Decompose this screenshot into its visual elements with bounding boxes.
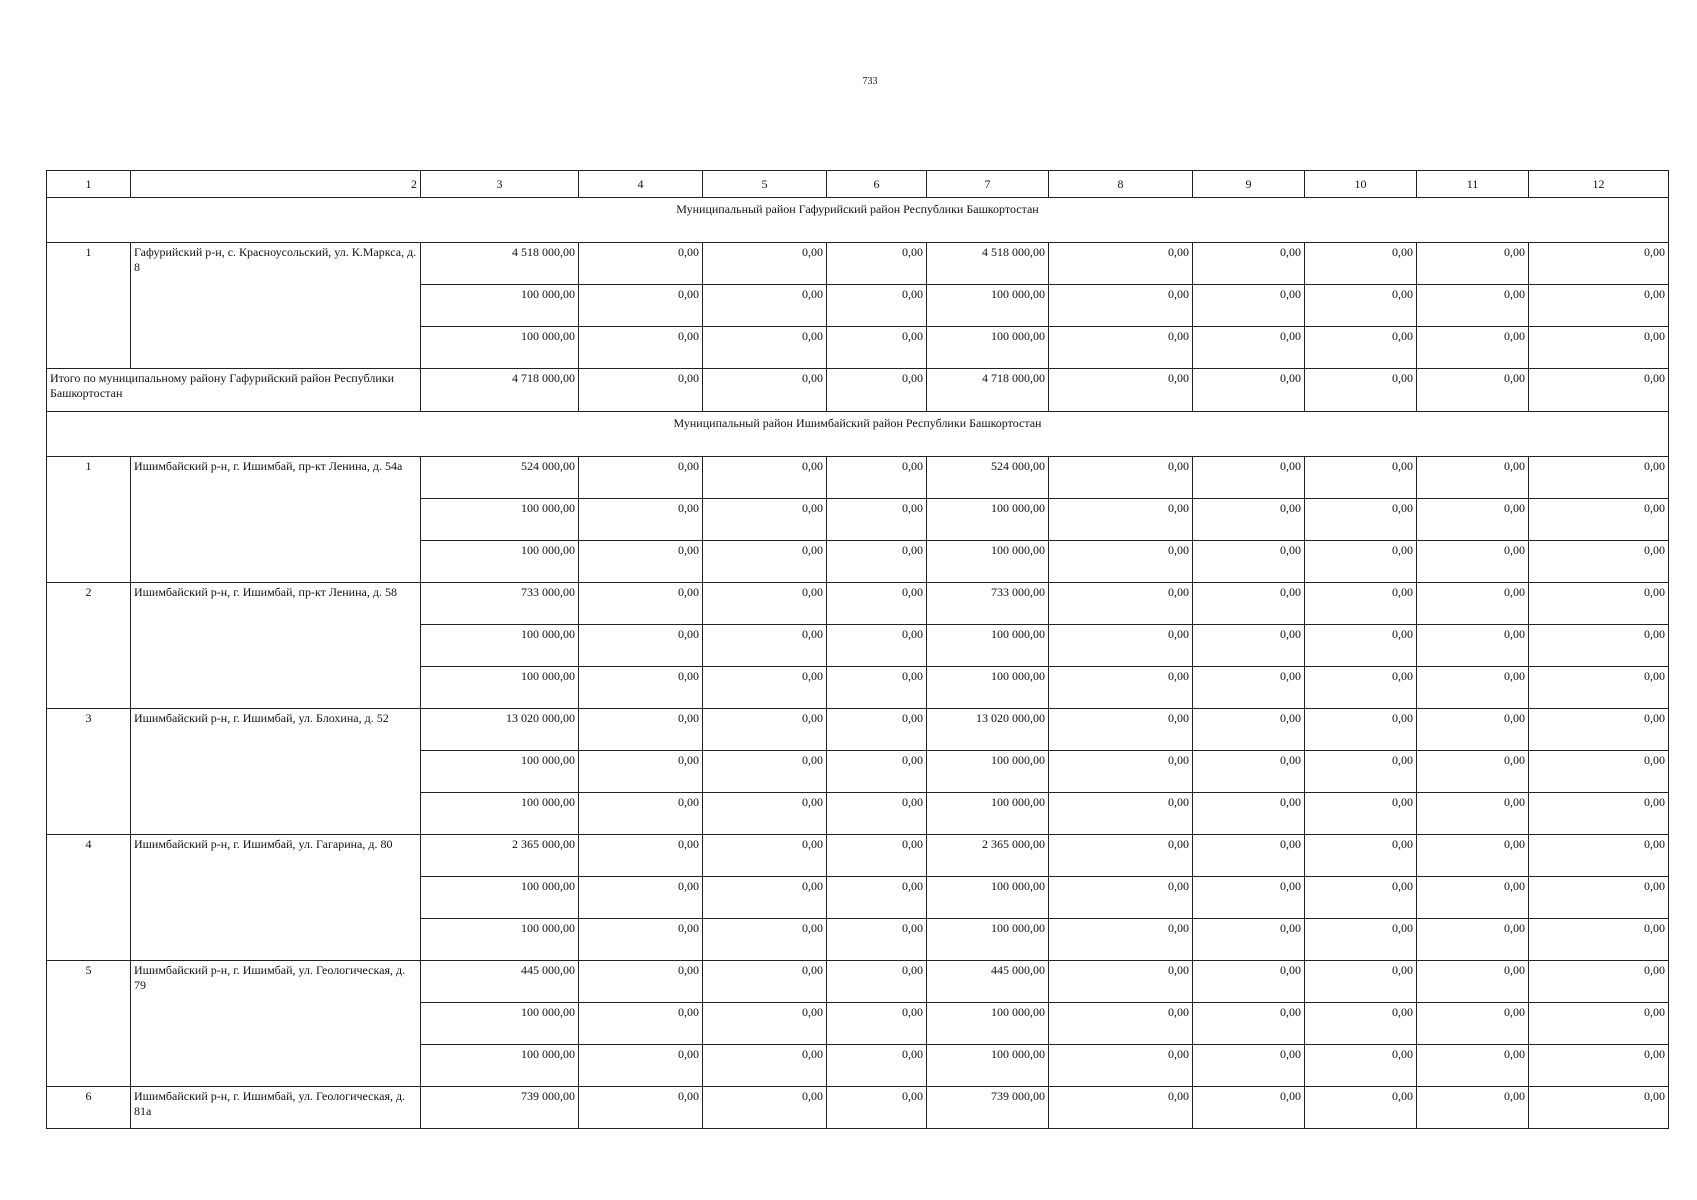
value-cell: 0,00 <box>703 751 827 793</box>
value-cell: 0,00 <box>827 625 927 667</box>
total-value-cell: 4 718 000,00 <box>927 369 1049 412</box>
value-cell: 100 000,00 <box>927 1003 1049 1045</box>
value-cell: 0,00 <box>1193 1045 1305 1087</box>
value-cell: 100 000,00 <box>421 285 579 327</box>
value-cell: 100 000,00 <box>927 919 1049 961</box>
row-number: 1 <box>47 457 131 583</box>
value-cell: 0,00 <box>1193 877 1305 919</box>
value-cell: 0,00 <box>1049 457 1193 499</box>
value-cell: 13 020 000,00 <box>927 709 1049 751</box>
page-number: 733 <box>862 76 878 87</box>
value-cell: 733 000,00 <box>421 583 579 625</box>
value-cell: 0,00 <box>703 877 827 919</box>
column-header: 11 <box>1417 171 1529 198</box>
value-cell: 0,00 <box>1305 793 1417 835</box>
value-cell: 0,00 <box>1417 877 1529 919</box>
row-number: 1 <box>47 243 131 369</box>
value-cell: 0,00 <box>1529 499 1669 541</box>
value-cell: 733 000,00 <box>927 583 1049 625</box>
value-cell: 0,00 <box>1529 625 1669 667</box>
value-cell: 0,00 <box>1417 1087 1529 1129</box>
value-cell: 0,00 <box>1305 1045 1417 1087</box>
value-cell: 0,00 <box>1529 1087 1669 1129</box>
value-cell: 100 000,00 <box>421 1045 579 1087</box>
value-cell: 0,00 <box>1417 243 1529 285</box>
value-cell: 0,00 <box>1049 709 1193 751</box>
section-title: Муниципальный район Ишимбайский район Республики Башкортостан <box>47 412 1669 457</box>
value-cell: 0,00 <box>827 1003 927 1045</box>
value-cell: 0,00 <box>1529 285 1669 327</box>
value-cell: 100 000,00 <box>927 625 1049 667</box>
value-cell: 100 000,00 <box>927 793 1049 835</box>
value-cell: 0,00 <box>703 1003 827 1045</box>
value-cell: 0,00 <box>1417 751 1529 793</box>
row-number: 2 <box>47 583 131 709</box>
value-cell: 739 000,00 <box>927 1087 1049 1129</box>
value-cell: 524 000,00 <box>927 457 1049 499</box>
value-cell: 0,00 <box>1049 625 1193 667</box>
value-cell: 100 000,00 <box>927 751 1049 793</box>
value-cell: 0,00 <box>579 961 703 1003</box>
value-cell: 0,00 <box>1305 625 1417 667</box>
value-cell: 0,00 <box>827 1045 927 1087</box>
value-cell: 0,00 <box>1193 499 1305 541</box>
value-cell: 0,00 <box>1529 751 1669 793</box>
value-cell: 0,00 <box>1305 877 1417 919</box>
value-cell: 0,00 <box>703 457 827 499</box>
section-title: Муниципальный район Гафурийский район Республики Башкортостан <box>47 198 1669 243</box>
value-cell: 0,00 <box>1193 961 1305 1003</box>
value-cell: 0,00 <box>1529 1045 1669 1087</box>
value-cell: 0,00 <box>827 243 927 285</box>
budget-table <box>46 170 1669 1129</box>
value-cell: 2 365 000,00 <box>421 835 579 877</box>
value-cell: 100 000,00 <box>421 667 579 709</box>
value-cell: 0,00 <box>1417 1045 1529 1087</box>
value-cell: 0,00 <box>1193 1087 1305 1129</box>
value-cell: 0,00 <box>1417 835 1529 877</box>
value-cell: 0,00 <box>1529 667 1669 709</box>
section-header-row <box>47 198 1669 243</box>
value-cell: 0,00 <box>1193 625 1305 667</box>
address-cell: Гафурийский р-н, с. Красноусольский, ул. К.Маркса, д. 8 <box>131 243 421 369</box>
value-cell: 0,00 <box>1193 285 1305 327</box>
value-cell: 0,00 <box>1417 919 1529 961</box>
value-cell: 524 000,00 <box>421 457 579 499</box>
value-cell: 0,00 <box>1529 835 1669 877</box>
value-cell: 0,00 <box>579 793 703 835</box>
table-row <box>47 583 1669 625</box>
value-cell: 0,00 <box>1529 877 1669 919</box>
value-cell: 0,00 <box>703 961 827 1003</box>
value-cell: 0,00 <box>827 583 927 625</box>
value-cell: 0,00 <box>1049 583 1193 625</box>
value-cell: 0,00 <box>1049 541 1193 583</box>
value-cell: 0,00 <box>1305 709 1417 751</box>
value-cell: 0,00 <box>1193 919 1305 961</box>
value-cell: 0,00 <box>1305 541 1417 583</box>
value-cell: 0,00 <box>1305 1003 1417 1045</box>
value-cell: 0,00 <box>1049 961 1193 1003</box>
value-cell: 0,00 <box>1193 541 1305 583</box>
value-cell: 0,00 <box>1417 961 1529 1003</box>
value-cell: 445 000,00 <box>927 961 1049 1003</box>
value-cell: 0,00 <box>827 835 927 877</box>
table-row <box>47 1087 1669 1129</box>
value-cell: 0,00 <box>827 793 927 835</box>
total-value-cell: 0,00 <box>1417 369 1529 412</box>
row-number: 3 <box>47 709 131 835</box>
value-cell: 0,00 <box>1305 285 1417 327</box>
address-cell: Ишимбайский р-н, г. Ишимбай, пр-кт Ленина, д. 58 <box>131 583 421 709</box>
value-cell: 0,00 <box>579 285 703 327</box>
value-cell: 0,00 <box>579 709 703 751</box>
value-cell: 0,00 <box>1417 625 1529 667</box>
value-cell: 0,00 <box>579 625 703 667</box>
value-cell: 100 000,00 <box>927 541 1049 583</box>
table-row <box>47 243 1669 285</box>
value-cell: 0,00 <box>827 499 927 541</box>
value-cell: 0,00 <box>1049 877 1193 919</box>
value-cell: 0,00 <box>1417 327 1529 369</box>
value-cell: 100 000,00 <box>421 751 579 793</box>
column-header: 6 <box>827 171 927 198</box>
value-cell: 0,00 <box>703 1045 827 1087</box>
value-cell: 0,00 <box>1049 1003 1193 1045</box>
column-header: 12 <box>1529 171 1669 198</box>
value-cell: 100 000,00 <box>927 499 1049 541</box>
row-number: 4 <box>47 835 131 961</box>
value-cell: 0,00 <box>827 457 927 499</box>
value-cell: 0,00 <box>579 243 703 285</box>
value-cell: 0,00 <box>579 583 703 625</box>
value-cell: 0,00 <box>703 583 827 625</box>
value-cell: 100 000,00 <box>927 877 1049 919</box>
address-cell: Ишимбайский р-н, г. Ишимбай, ул. Геологическая, д. 79 <box>131 961 421 1087</box>
value-cell: 0,00 <box>1305 751 1417 793</box>
value-cell: 100 000,00 <box>421 625 579 667</box>
value-cell: 0,00 <box>703 285 827 327</box>
value-cell: 0,00 <box>703 793 827 835</box>
value-cell: 0,00 <box>827 327 927 369</box>
value-cell: 0,00 <box>1529 709 1669 751</box>
value-cell: 0,00 <box>703 499 827 541</box>
value-cell: 0,00 <box>1305 499 1417 541</box>
value-cell: 0,00 <box>1529 961 1669 1003</box>
value-cell: 0,00 <box>827 751 927 793</box>
row-number: 6 <box>47 1087 131 1129</box>
value-cell: 100 000,00 <box>927 667 1049 709</box>
value-cell: 0,00 <box>1193 667 1305 709</box>
total-row <box>47 369 1669 412</box>
value-cell: 100 000,00 <box>927 285 1049 327</box>
address-cell: Ишимбайский р-н, г. Ишимбай, ул. Геологическая, д. 81а <box>131 1087 421 1129</box>
value-cell: 0,00 <box>1193 1003 1305 1045</box>
value-cell: 13 020 000,00 <box>421 709 579 751</box>
value-cell: 0,00 <box>1049 835 1193 877</box>
value-cell: 0,00 <box>1305 835 1417 877</box>
value-cell: 100 000,00 <box>421 793 579 835</box>
value-cell: 0,00 <box>1305 243 1417 285</box>
value-cell: 0,00 <box>579 327 703 369</box>
value-cell: 0,00 <box>1417 285 1529 327</box>
total-value-cell: 0,00 <box>827 369 927 412</box>
value-cell: 0,00 <box>1529 541 1669 583</box>
value-cell: 0,00 <box>1193 751 1305 793</box>
value-cell: 0,00 <box>1193 793 1305 835</box>
value-cell: 100 000,00 <box>927 1045 1049 1087</box>
value-cell: 4 518 000,00 <box>927 243 1049 285</box>
value-cell: 0,00 <box>703 919 827 961</box>
total-value-cell: 0,00 <box>579 369 703 412</box>
value-cell: 445 000,00 <box>421 961 579 1003</box>
value-cell: 0,00 <box>579 1045 703 1087</box>
value-cell: 0,00 <box>1417 457 1529 499</box>
value-cell: 100 000,00 <box>421 499 579 541</box>
value-cell: 0,00 <box>579 919 703 961</box>
value-cell: 0,00 <box>1417 709 1529 751</box>
total-value-cell: 0,00 <box>1193 369 1305 412</box>
value-cell: 0,00 <box>1529 243 1669 285</box>
value-cell: 0,00 <box>1417 541 1529 583</box>
value-cell: 0,00 <box>827 709 927 751</box>
value-cell: 0,00 <box>1049 499 1193 541</box>
table-row <box>47 835 1669 877</box>
total-value-cell: 0,00 <box>1529 369 1669 412</box>
value-cell: 0,00 <box>703 835 827 877</box>
value-cell: 0,00 <box>1049 667 1193 709</box>
value-cell: 0,00 <box>1049 919 1193 961</box>
value-cell: 0,00 <box>1529 583 1669 625</box>
value-cell: 0,00 <box>579 751 703 793</box>
row-number: 5 <box>47 961 131 1087</box>
table-row <box>47 457 1669 499</box>
value-cell: 0,00 <box>703 541 827 583</box>
total-value-cell: 0,00 <box>1049 369 1193 412</box>
value-cell: 0,00 <box>579 457 703 499</box>
value-cell: 0,00 <box>703 667 827 709</box>
value-cell: 0,00 <box>1049 793 1193 835</box>
value-cell: 0,00 <box>1529 919 1669 961</box>
value-cell: 100 000,00 <box>421 919 579 961</box>
value-cell: 100 000,00 <box>421 877 579 919</box>
value-cell: 0,00 <box>579 667 703 709</box>
value-cell: 4 518 000,00 <box>421 243 579 285</box>
value-cell: 0,00 <box>703 625 827 667</box>
value-cell: 0,00 <box>703 709 827 751</box>
value-cell: 0,00 <box>1193 709 1305 751</box>
value-cell: 0,00 <box>1305 919 1417 961</box>
value-cell: 100 000,00 <box>421 327 579 369</box>
value-cell: 0,00 <box>579 541 703 583</box>
value-cell: 0,00 <box>1417 667 1529 709</box>
value-cell: 100 000,00 <box>421 1003 579 1045</box>
value-cell: 0,00 <box>1417 583 1529 625</box>
value-cell: 0,00 <box>1305 1087 1417 1129</box>
address-cell: Ишимбайский р-н, г. Ишимбай, ул. Блохина, д. 52 <box>131 709 421 835</box>
value-cell: 0,00 <box>827 919 927 961</box>
section-header-row <box>47 412 1669 457</box>
value-cell: 0,00 <box>703 243 827 285</box>
value-cell: 0,00 <box>1305 667 1417 709</box>
value-cell: 100 000,00 <box>927 327 1049 369</box>
value-cell: 0,00 <box>579 1003 703 1045</box>
value-cell: 0,00 <box>1049 285 1193 327</box>
value-cell: 0,00 <box>1193 457 1305 499</box>
column-header: 1 <box>47 171 131 198</box>
value-cell: 0,00 <box>1193 327 1305 369</box>
value-cell: 0,00 <box>579 835 703 877</box>
value-cell: 0,00 <box>1193 835 1305 877</box>
value-cell: 0,00 <box>827 667 927 709</box>
address-cell: Ишимбайский р-н, г. Ишимбай, ул. Гагарина, д. 80 <box>131 835 421 961</box>
value-cell: 0,00 <box>827 877 927 919</box>
value-cell: 0,00 <box>1529 1003 1669 1045</box>
total-value-cell: 4 718 000,00 <box>421 369 579 412</box>
value-cell: 0,00 <box>1049 327 1193 369</box>
value-cell: 0,00 <box>827 961 927 1003</box>
column-header: 9 <box>1193 171 1305 198</box>
value-cell: 0,00 <box>1417 499 1529 541</box>
value-cell: 2 365 000,00 <box>927 835 1049 877</box>
address-cell: Ишимбайский р-н, г. Ишимбай, пр-кт Ленина, д. 54а <box>131 457 421 583</box>
value-cell: 0,00 <box>1529 327 1669 369</box>
column-header: 8 <box>1049 171 1193 198</box>
column-header: 3 <box>421 171 579 198</box>
value-cell: 0,00 <box>827 285 927 327</box>
value-cell: 0,00 <box>1305 327 1417 369</box>
value-cell: 0,00 <box>1529 457 1669 499</box>
value-cell: 0,00 <box>1049 751 1193 793</box>
value-cell: 0,00 <box>579 1087 703 1129</box>
value-cell: 0,00 <box>1305 583 1417 625</box>
value-cell: 0,00 <box>703 327 827 369</box>
value-cell: 0,00 <box>1049 243 1193 285</box>
value-cell: 0,00 <box>827 1087 927 1129</box>
value-cell: 0,00 <box>1049 1087 1193 1129</box>
total-value-cell: 0,00 <box>1305 369 1417 412</box>
total-value-cell: 0,00 <box>703 369 827 412</box>
value-cell: 0,00 <box>1305 961 1417 1003</box>
value-cell: 0,00 <box>1193 583 1305 625</box>
value-cell: 0,00 <box>1417 793 1529 835</box>
value-cell: 0,00 <box>703 1087 827 1129</box>
column-header: 4 <box>579 171 703 198</box>
value-cell: 0,00 <box>827 541 927 583</box>
value-cell: 0,00 <box>1305 457 1417 499</box>
table-row <box>47 961 1669 1003</box>
table-row <box>47 709 1669 751</box>
value-cell: 100 000,00 <box>421 541 579 583</box>
value-cell: 0,00 <box>579 877 703 919</box>
total-label: Итого по муниципальному району Гафурийский район Республики Башкортостан <box>47 369 421 412</box>
column-header: 2 <box>131 171 421 198</box>
column-header: 7 <box>927 171 1049 198</box>
value-cell: 0,00 <box>1193 243 1305 285</box>
column-header: 5 <box>703 171 827 198</box>
column-number-row <box>47 171 1669 198</box>
value-cell: 0,00 <box>1049 1045 1193 1087</box>
value-cell: 0,00 <box>1529 793 1669 835</box>
value-cell: 0,00 <box>1417 1003 1529 1045</box>
value-cell: 0,00 <box>579 499 703 541</box>
column-header: 10 <box>1305 171 1417 198</box>
table-body <box>47 171 1669 1129</box>
value-cell: 739 000,00 <box>421 1087 579 1129</box>
